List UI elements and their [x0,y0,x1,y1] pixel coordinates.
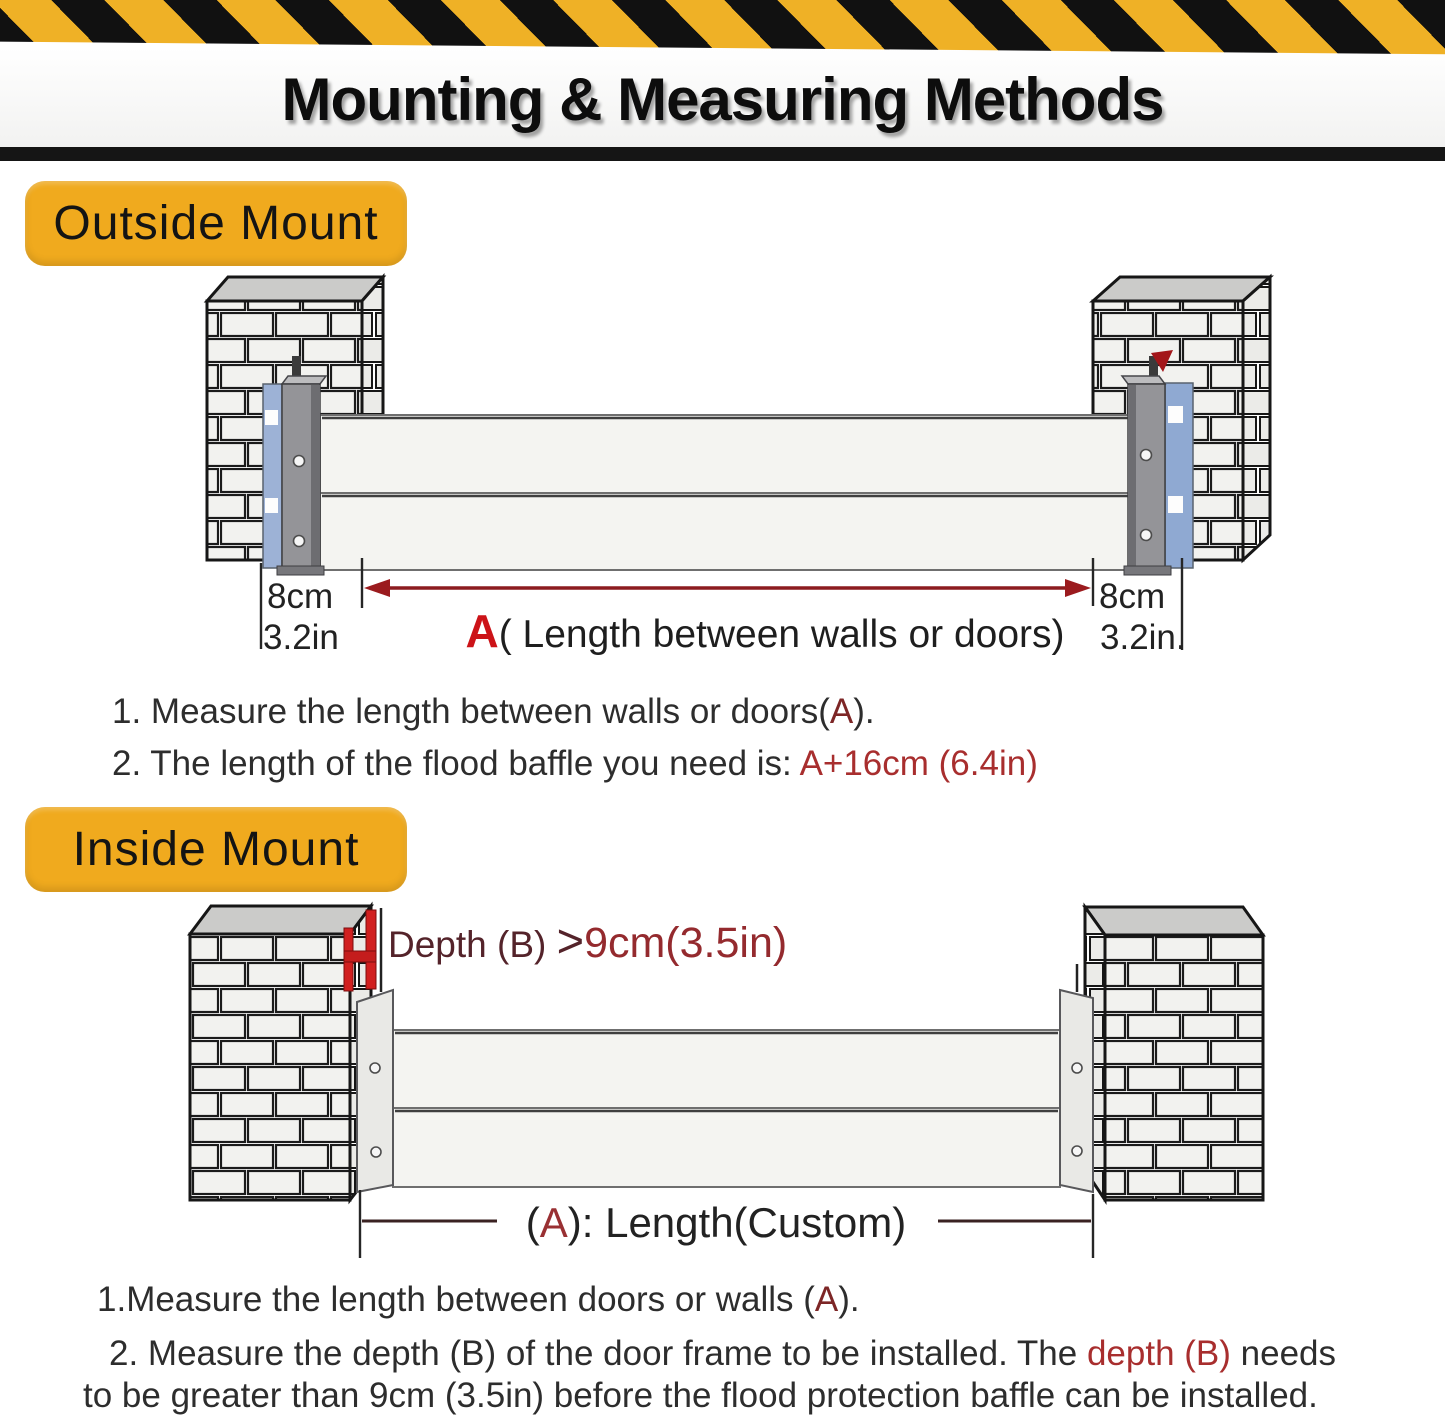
hazard-stripe-band [0,0,1445,55]
header-divider-bar [0,147,1445,161]
inside-step-1: 1.Measure the length between doors or walls (A). [97,1280,860,1319]
outside-step-2: 2. The length of the flood baffle you need is: A+16cm (6.4in) [112,744,1038,783]
barrier-panel-top [393,1030,1060,1108]
right-offset-cm: 8cm [1099,577,1166,616]
inside-mount-diagram [0,890,1445,1280]
barrier-panel-bottom [320,493,1130,570]
screw-hole [1141,530,1152,541]
left-offset-cm: 8cm [267,577,334,616]
inside-flood-barrier [393,1030,1060,1187]
screw-hole [1072,1146,1082,1156]
inside-mount-label: Inside Mount [25,807,407,892]
inside-left-channel [357,990,393,1192]
barrier-panel-bottom [393,1108,1060,1187]
right-mounting-bracket [1122,350,1193,575]
depth-label: Depth (B) [388,924,557,965]
screw-hole [1072,1063,1082,1073]
inside-right-channel [1060,990,1093,1192]
left-mounting-bracket [263,376,326,575]
inside-step-2: 2. Measure the depth (B) of the door frame to be installed. The depth (B) needs [109,1334,1337,1373]
depth-value: 9cm(3.5in) [584,919,788,967]
header-banner [0,0,1445,165]
outside-dimensions [261,558,1186,657]
barrier-panel-top [320,415,1130,493]
inside-right-pillar [1077,907,1263,1200]
inside-step-2-cont: to be greater than 9cm (3.5in) before the flood protection baffle can be installed. [83,1376,1318,1415]
span-a-letter: A [465,605,499,657]
flood-barrier [320,415,1130,570]
page-title: Mounting & Measuring Methods [281,66,1164,133]
screw-hole [371,1147,381,1157]
greater-than-sign: > [556,914,585,967]
dimension-arrow [364,579,1091,597]
screw-hole [1141,450,1152,461]
length-custom-label: (A): Length(Custom) [525,1199,907,1246]
outside-mount-diagram [0,260,1445,690]
span-text: ( Length between walls or doors) [498,613,1065,656]
outside-mount-label: Outside Mount [25,181,407,266]
screw-hole [294,456,305,467]
outside-mount-steps [112,694,1038,798]
inside-dimensions [360,1190,1093,1258]
screw-hole [294,536,305,547]
inside-mount-steps [83,1282,1336,1417]
depth-annotation [388,914,787,967]
left-offset-in: 3.2in [263,618,339,657]
screw-hole [370,1063,380,1073]
right-offset-in: 3.2in. [1100,618,1186,657]
span-length-label [465,605,1064,657]
outside-step-1: 1. Measure the length between walls or doors(A). [112,692,875,731]
